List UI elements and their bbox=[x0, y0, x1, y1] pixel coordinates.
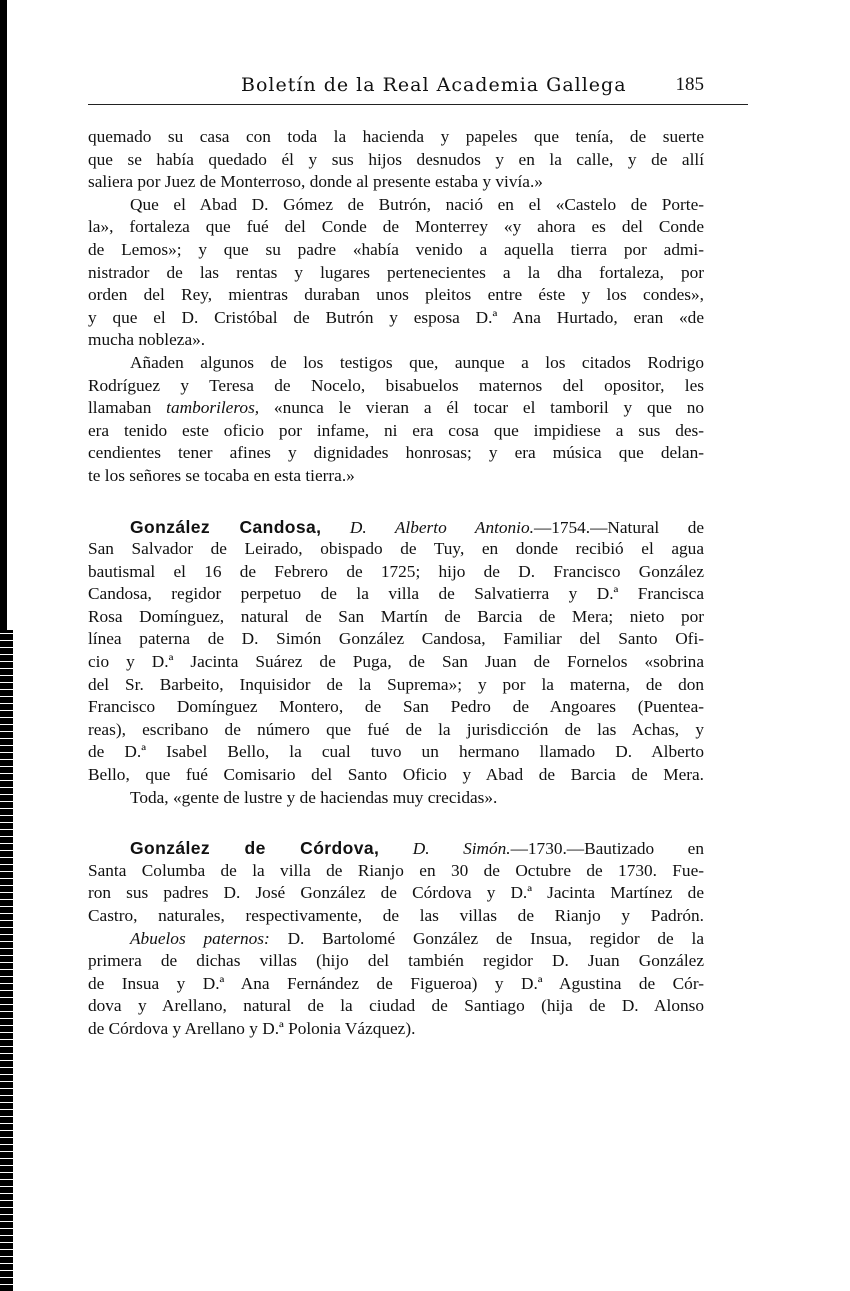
entry-gonzalez-de-cordova bbox=[88, 837, 704, 1040]
text-line: primera de dichas villas (hijo del también regidor D. Juan González bbox=[88, 951, 704, 971]
text-line: bautismal el 16 de Febrero de 1725; hijo de D. Francisco González bbox=[88, 561, 704, 581]
page-number: 185 bbox=[675, 74, 704, 95]
entry-year: —1754.— bbox=[533, 517, 608, 537]
continued-paragraph bbox=[88, 126, 704, 194]
running-title: Boletín de la Real Academia Gallega bbox=[241, 74, 627, 96]
text-line: quemado su casa con toda la hacienda y papeles que tenía, de suerte bbox=[88, 127, 704, 146]
text-line: ron sus padres D. José González de Córdova y D.ª Jacinta Martínez de bbox=[88, 883, 704, 903]
text-line: Añaden algunos de los testigos que, aunque a los citados Rodrigo bbox=[130, 352, 704, 372]
paragraph-abad-butron bbox=[88, 194, 704, 352]
text-line: orden del Rey, mientras duraban unos pleitos entre éste y los condes», bbox=[88, 285, 704, 305]
text-run: «nunca le vieran a él tocar el tamboril y que no bbox=[273, 398, 704, 418]
text-line: que se había quedado él y sus hijos desnudos y en la calle, y de allí bbox=[88, 149, 704, 169]
text-line: nistrador de las rentas y lugares pertenecientes a la dha fortaleza, por bbox=[88, 262, 704, 282]
header-rule bbox=[88, 104, 748, 105]
text-line: Rosa Domínguez, natural de San Martín de Barcia de Mera; nieto por bbox=[88, 606, 704, 626]
text-line: Rodríguez y Teresa de Nocelo, bisabuelos maternos del opositor, les bbox=[88, 375, 704, 395]
text-line: del Sr. Barbeito, Inquisidor de la Suprema»; y por la materna, de don bbox=[88, 674, 704, 694]
text-line: Santa Columba de la villa de Rianjo en 30 de Octubre de 1730. Fue- bbox=[88, 860, 704, 880]
entry-year: —1730.— bbox=[510, 839, 585, 859]
running-header bbox=[96, 72, 746, 102]
text-line: Francisco Domínguez Montero, de San Pedro de Angoares (Puentea- bbox=[88, 697, 704, 717]
text-line: línea paterna de D. Simón González Candosa, Familiar del Santo Ofi- bbox=[88, 629, 704, 649]
entry-given-name: D. Simón. bbox=[412, 839, 511, 859]
text-line: saliera por Juez de Monterroso, donde al presente estaba y vivía.» bbox=[88, 172, 543, 192]
text-line: de Insua y D.ª Ana Fernández de Figueroa) y D.ª Agustina de Cór- bbox=[88, 973, 704, 993]
text-line: la», fortaleza que fué del Conde de Monterrey «y ahora es del Conde bbox=[88, 217, 704, 237]
italic-term: tamborileros, bbox=[166, 398, 260, 418]
entry-surname: González de Córdova, bbox=[130, 838, 380, 859]
text-line: de D.ª Isabel Bello, la cual tuvo un hermano llamado D. Alberto bbox=[88, 742, 704, 762]
paragraph-testigos bbox=[88, 352, 704, 488]
text-run: D. Bartolomé González de Insua, regidor de la bbox=[287, 928, 705, 948]
text-line: de Córdova y Arellano y D.ª Polonia Vázquez). bbox=[88, 1018, 416, 1038]
page-body bbox=[88, 126, 704, 1041]
entry-closing-line: Toda, «gente de lustre y de haciendas muy crecidas». bbox=[130, 787, 498, 807]
text-line: San Salvador de Leirado, obispado de Tuy, en donde recibió el agua bbox=[88, 539, 704, 559]
text-line: Que el Abad D. Gómez de Butrón, nació en el «Castelo de Porte- bbox=[130, 194, 704, 214]
text-line: cio y D.ª Jacinta Suárez de Puga, de San Juan de Fornelos «sobrina bbox=[88, 652, 704, 672]
text-line: y que el D. Cristóbal de Butrón y esposa D.ª Ana Hurtado, eran «de bbox=[88, 307, 704, 327]
scan-binding-shadow bbox=[0, 630, 13, 1291]
entry-gonzalez-candosa bbox=[88, 516, 704, 810]
text-line: te los señores se tocaba en esta tierra.» bbox=[88, 465, 355, 485]
text-line: Bello, que fué Comisario del Santo Oficio y Abad de Barcia de Mera. bbox=[88, 765, 704, 785]
text-line: cendientes tener afines y dignidades honrosas; y era música que delan- bbox=[88, 443, 704, 463]
entry-heading-line bbox=[88, 516, 704, 539]
text-line: Castro, naturales, respectivamente, de las villas de Rianjo y Padrón. bbox=[88, 906, 704, 925]
text-run: Natural de bbox=[607, 517, 705, 537]
entry-spacer bbox=[88, 488, 704, 516]
entry-heading-line bbox=[88, 837, 704, 860]
text-line: mucha nobleza». bbox=[88, 330, 206, 350]
text-line: Candosa, regidor perpetuo de la villa de Salvatierra y D.ª Francisca bbox=[88, 584, 704, 604]
text-line: reas), escribano de número que fué de la jurisdicción de las Achas, y bbox=[88, 719, 704, 739]
grandparents-line bbox=[88, 928, 704, 951]
text-line: dova y Arellano, natural de la ciudad de Santiago (hija de D. Alonso bbox=[88, 996, 704, 1016]
entry-surname: González Candosa, bbox=[130, 516, 322, 537]
text-run: Bautizado en bbox=[584, 839, 704, 859]
text-line: era tenido este oficio por infame, ni era cosa que impidiese a sus des- bbox=[88, 420, 704, 440]
text-line bbox=[88, 397, 704, 420]
entry-given-name: D. Alberto Antonio. bbox=[349, 517, 534, 537]
entry-spacer bbox=[88, 809, 704, 837]
text-line: de Lemos»; y que su padre «había venido a aquella tierra por admi- bbox=[88, 239, 704, 259]
text-run: llamaban bbox=[88, 398, 152, 418]
grandparents-label: Abuelos paternos: bbox=[130, 928, 270, 948]
